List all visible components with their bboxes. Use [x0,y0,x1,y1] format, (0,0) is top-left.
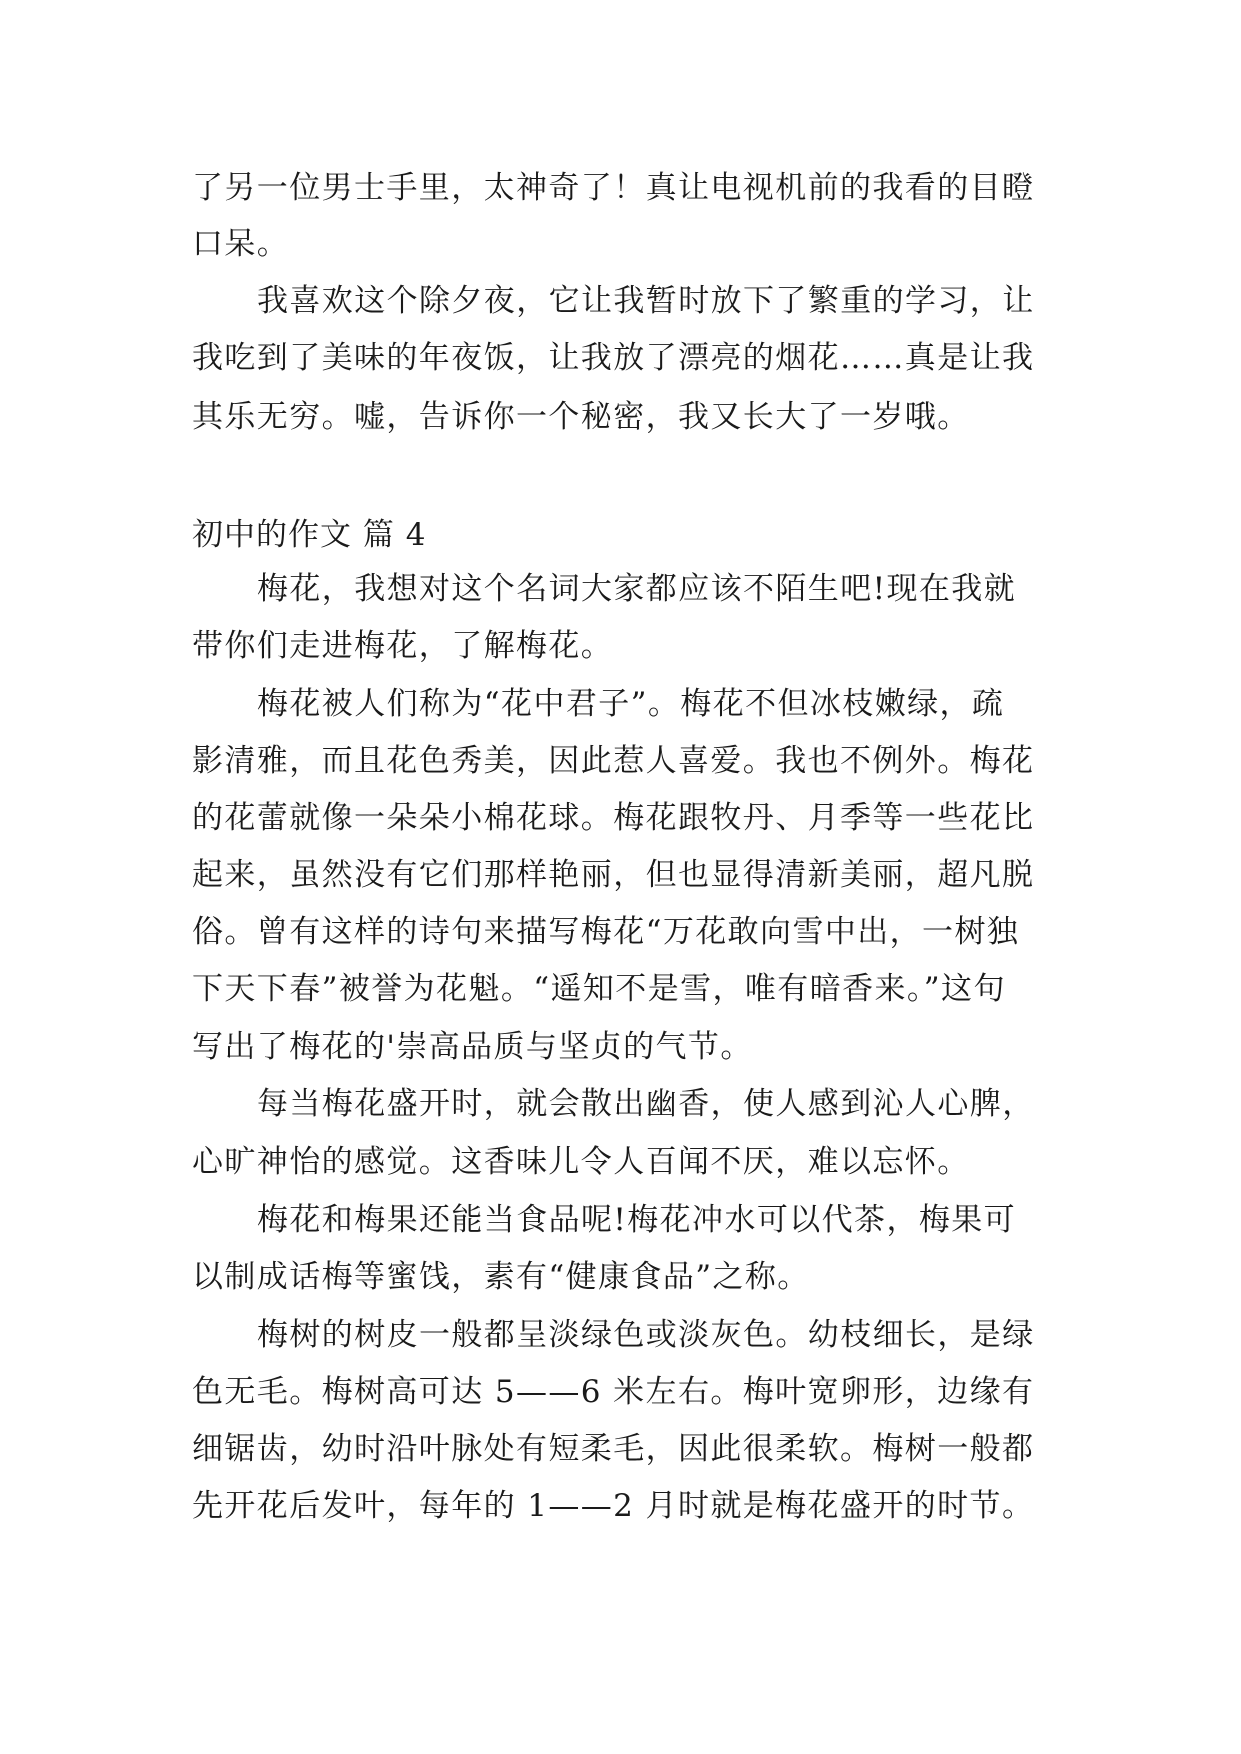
text-line: 我吃到了美味的年夜饭，让我放了漂亮的烟花……真是让我 [192,340,1035,376]
text-line: 了另一位男士手里，太神奇了！真让电视机前的我看的目瞪 [192,170,1035,206]
text-line: 梅树的树皮一般都呈淡绿色或淡灰色。幼枝细长，是绿 [257,1317,1035,1353]
text-line: 每当梅花盛开时，就会散出幽香，使人感到沁人心脾， [257,1086,1035,1122]
text-line: 以制成话梅等蜜饯，素有“健康食品”之称。 [192,1259,810,1295]
text-line: 色无毛。梅树高可达 5——6 米左右。梅叶宽卵形，边缘有 [192,1374,1035,1410]
text-line: 细锯齿，幼时沿叶脉处有短柔毛，因此很柔软。梅树一般都 [192,1431,1035,1467]
text-line: 带你们走进梅花，了解梅花。 [192,628,614,664]
section-heading: 初中的作文 篇 4 [192,517,427,553]
text-line: 梅花和梅果还能当食品呢!梅花冲水可以代茶，梅果可 [257,1202,1017,1238]
text-line: 影清雅，而且花色秀美，因此惹人喜爱。我也不例外。梅花 [192,743,1035,779]
text-line: 俗。曾有这样的诗句来描写梅花“万花敢向雪中出，一树独 [192,914,1020,950]
text-line: 下天下春”被誉为花魁。“遥知不是雪，唯有暗香来。”这句 [192,971,1006,1007]
text-line: 的花蕾就像一朵朵小棉花球。梅花跟牧丹、月季等一些花比 [192,800,1035,836]
text-line: 口呆。 [192,226,290,262]
text-line: 梅花，我想对这个名词大家都应该不陌生吧!现在我就 [257,571,1017,607]
text-line: 起来，虽然没有它们那样艳丽，但也显得清新美丽，超凡脱 [192,857,1035,893]
text-line: 先开花后发叶，每年的 1——2 月时就是梅花盛开的时节。 [192,1488,1035,1524]
text-line: 写出了梅花的'崇高品质与坚贞的气节。 [192,1029,753,1065]
text-line: 我喜欢这个除夕夜，它让我暂时放下了繁重的学习，让 [257,283,1035,319]
text-line: 其乐无穷。嘘，告诉你一个秘密，我又长大了一岁哦。 [192,399,970,435]
text-line: 心旷神怡的感觉。这香味儿令人百闻不厌，难以忘怀。 [192,1144,970,1180]
text-line: 梅花被人们称为“花中君子”。梅花不但冰枝嫩绿，疏 [257,686,1005,722]
